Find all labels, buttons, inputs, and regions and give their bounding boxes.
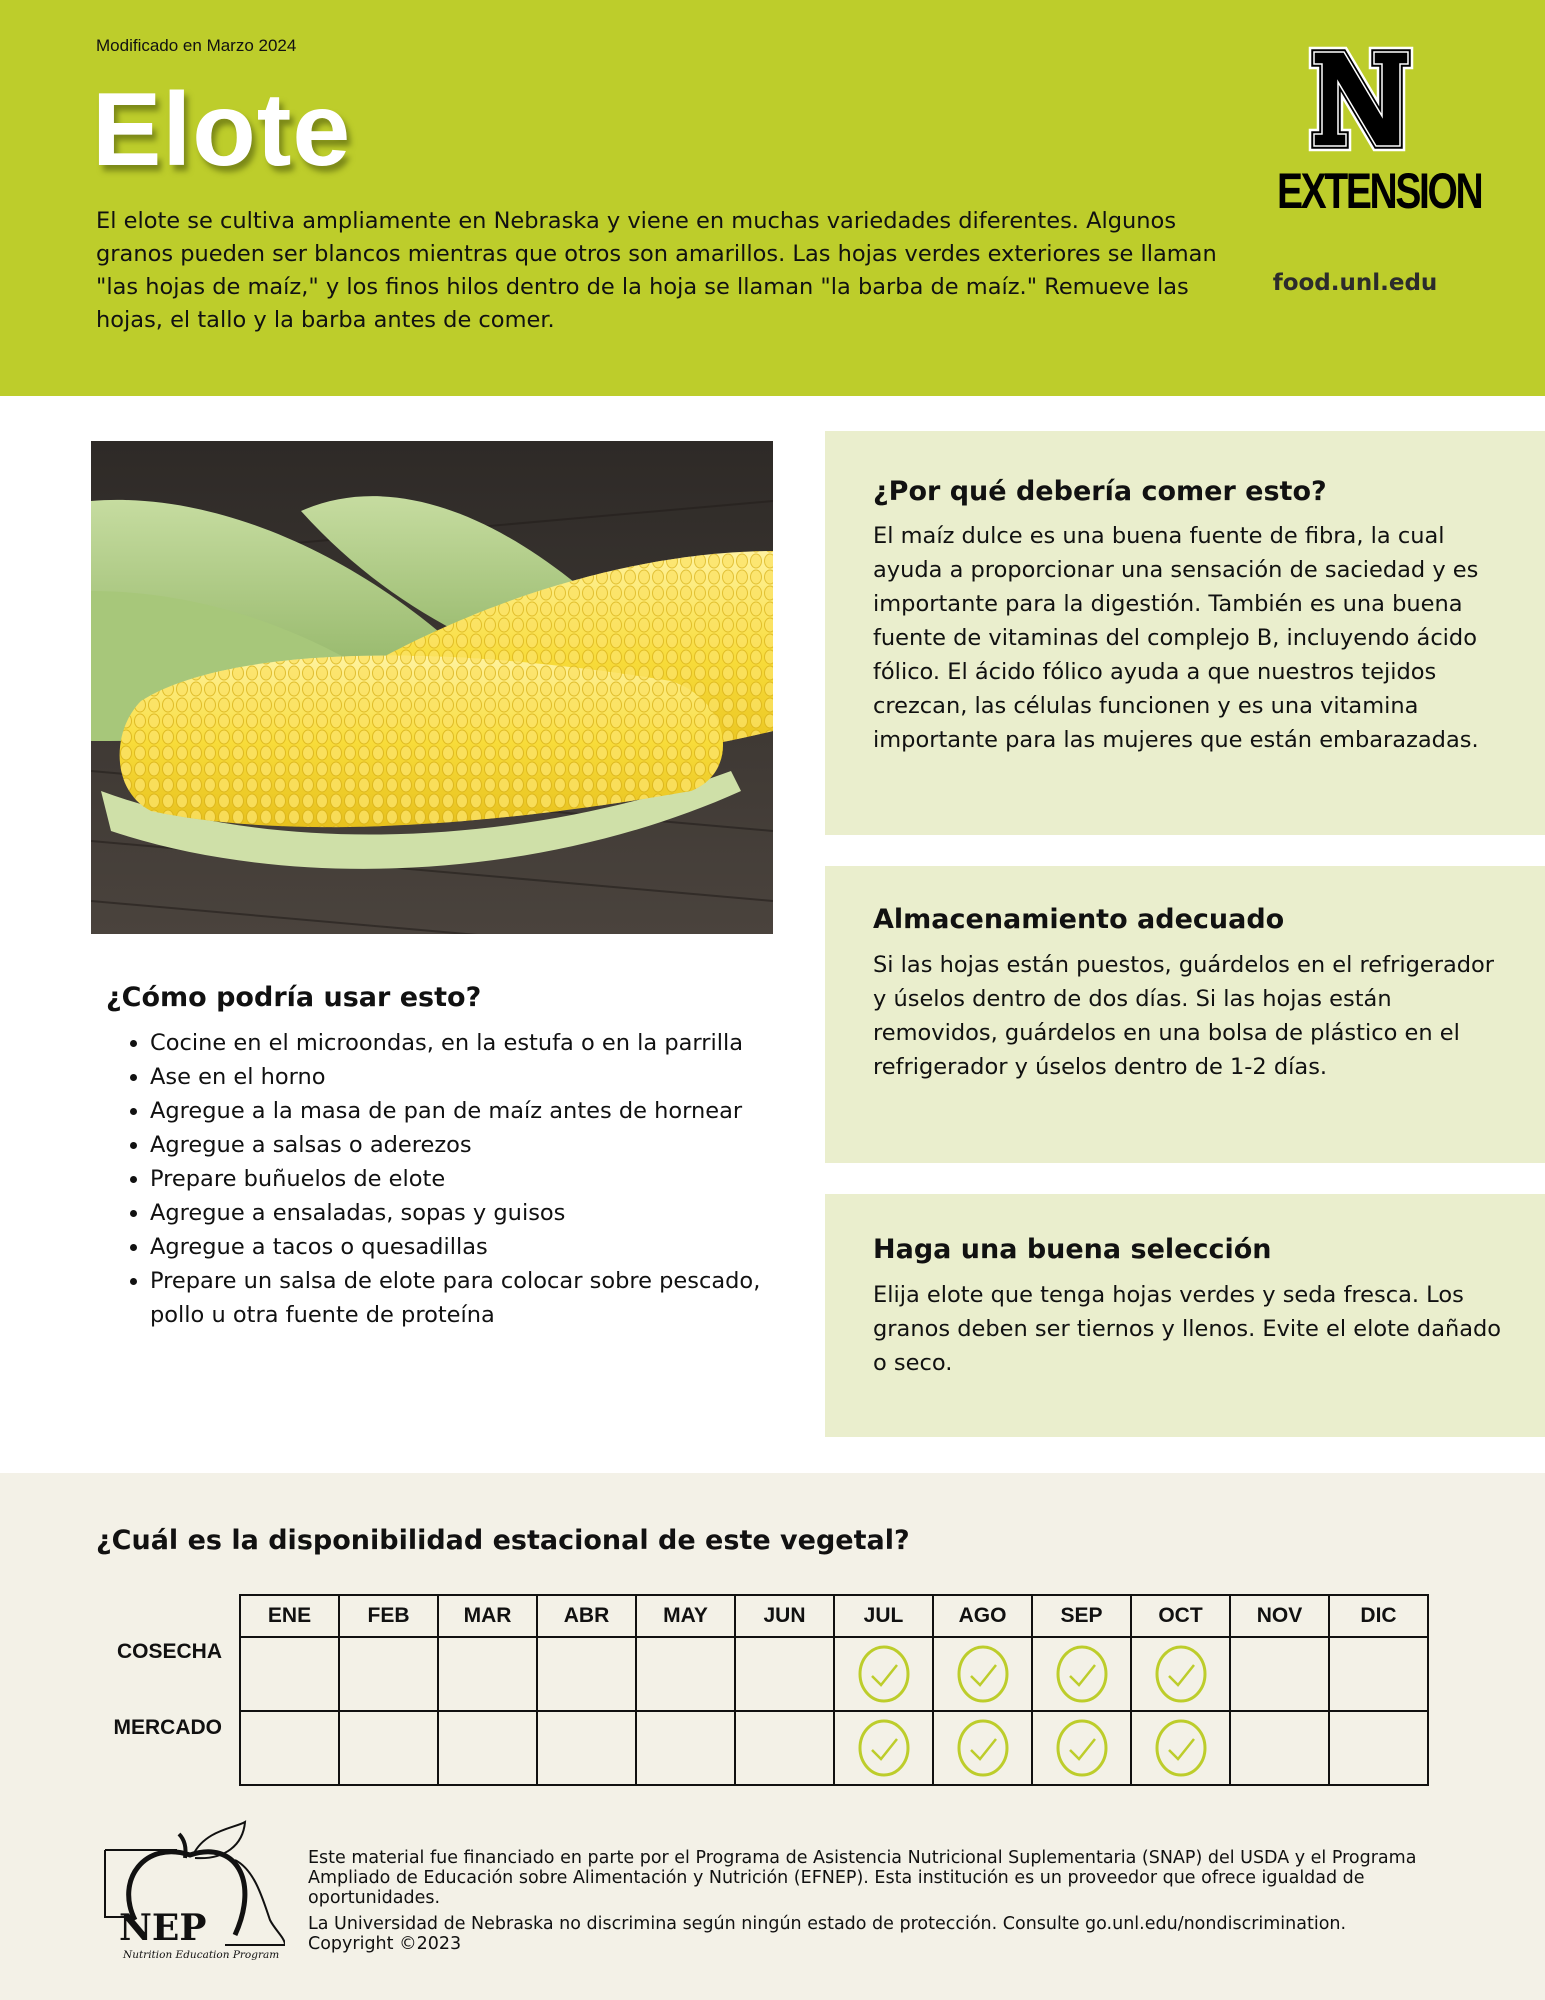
season-cell [1329, 1711, 1428, 1785]
season-cell [339, 1637, 438, 1711]
list-item: • Ase en el horno [150, 1060, 790, 1094]
season-cell [834, 1637, 933, 1711]
month-header-dic: DIC [1329, 1595, 1428, 1637]
check-circle-icon [954, 1719, 1012, 1777]
season-cell [1230, 1637, 1329, 1711]
month-header-sep: SEP [1032, 1595, 1131, 1637]
list-item: • Cocine en el microondas, en la estufa o en la parrilla [150, 1026, 790, 1060]
check-circle-icon [855, 1645, 913, 1703]
season-cell [1032, 1637, 1131, 1711]
nep-logo [95, 1820, 285, 1970]
season-cell [1131, 1637, 1230, 1711]
check-circle-icon [954, 1645, 1012, 1703]
funding-statement: Este material fue financiado en parte por el Programa de Asistencia Nutricional Suplementaria (SNAP) del USDA y el Programa Ampliado de Educación sobre Alimentación y Nutrición (EFNEP). Esta institución es un proveedor que ofrece igualdad de oportunidades. [308, 1848, 1417, 1908]
month-header-ene: ENE [240, 1595, 339, 1637]
card-selection [825, 1194, 1545, 1437]
card-body: El maíz dulce es una buena fuente de fibra, la cual ayuda a proporcionar una sensación de saciedad y es importante para la digestión. También es una buena fuente de vitaminas del complejo B, incluyendo ácido fólico. El ácido fólico ayuda a que nuestros tejidos crezcan, las células funcionen y es una vitamina importante para las mujeres que están embarazadas. [873, 523, 1479, 753]
intro-text: El elote se cultiva ampliamente en Nebraska y viene en muchas variedades diferentes. Algunos granos pueden ser blancos mientras que otros son amarillos. Las hojas verdes exteriores se llaman "las hojas de maíz," y los finos hilos dentro de la hoja se llaman "la barba de maíz." Remueve las hojas, el tallo y la barba antes de comer. [96, 208, 1217, 333]
month-header-oct: OCT [1131, 1595, 1230, 1637]
check-circle-icon [855, 1719, 913, 1777]
svg-text:Nutrition Education Program: Nutrition Education Program [123, 1949, 280, 1961]
nebraska-n-icon [1308, 46, 1414, 152]
season-cell [735, 1711, 834, 1785]
season-cell [933, 1637, 1032, 1711]
row-label-cosecha: COSECHA [116, 1640, 222, 1663]
list-item: • Agregue a la masa de pan de maíz antes de hornear [150, 1094, 790, 1128]
season-cell [834, 1711, 933, 1785]
nep-acronym: NEP [119, 1907, 207, 1949]
month-header-nov: NOV [1230, 1595, 1329, 1637]
month-header-row [240, 1595, 1428, 1637]
card-why-eat [825, 431, 1545, 835]
uses-list [106, 1026, 790, 1332]
season-cell [1032, 1711, 1131, 1785]
season-cell [636, 1637, 735, 1711]
season-row-cosecha [240, 1637, 1428, 1711]
season-cell [240, 1711, 339, 1785]
corn-photo [91, 441, 773, 934]
season-body [240, 1637, 1428, 1785]
list-item: • Agregue a ensaladas, sopas y guisos [150, 1196, 790, 1230]
month-header-feb: FEB [339, 1595, 438, 1637]
season-cell [1329, 1637, 1428, 1711]
nep-apple-icon [95, 1820, 285, 1970]
legal-text [308, 1848, 1418, 1960]
list-item: • Prepare un salsa de elote para colocar sobre pescado, pollo u otra fuente de proteína [150, 1264, 790, 1332]
month-header-jun: JUN [735, 1595, 834, 1637]
season-table [239, 1594, 1429, 1786]
season-cell [636, 1711, 735, 1785]
card-storage [825, 866, 1545, 1163]
month-header-jul: JUL [834, 1595, 933, 1637]
corn-image-icon [91, 441, 773, 934]
check-circle-icon [1053, 1645, 1111, 1703]
season-cell [537, 1711, 636, 1785]
row-label-mercado: MERCADO [113, 1716, 222, 1739]
month-header-mar: MAR [438, 1595, 537, 1637]
season-cell [1131, 1711, 1230, 1785]
season-cell [240, 1637, 339, 1711]
check-circle-icon [1152, 1645, 1210, 1703]
month-header-ago: AGO [933, 1595, 1032, 1637]
season-cell [735, 1637, 834, 1711]
season-row-mercado [240, 1711, 1428, 1785]
season-cell [537, 1637, 636, 1711]
month-header-may: MAY [636, 1595, 735, 1637]
card-title: Haga una buena selección [873, 1234, 1272, 1265]
season-cell [438, 1637, 537, 1711]
list-item: • Prepare buñuelos de elote [150, 1162, 790, 1196]
extension-wordmark: EXTENSION [1277, 163, 1482, 219]
list-item: • Agregue a tacos o quesadillas [150, 1230, 790, 1264]
check-circle-icon [1053, 1719, 1111, 1777]
season-cell [1230, 1711, 1329, 1785]
season-cell [438, 1711, 537, 1785]
nondiscrimination-statement: La Universidad de Nebraska no discrimina según ningún estado de protección. Consulte go.unl.edu/nondiscrimination. Copyright ©2023 [308, 1914, 1347, 1954]
card-body: Elija elote que tenga hojas verdes y seda fresca. Los granos deben ser tiernos y llenos. Evite el elote dañado o seco. [873, 1282, 1502, 1376]
header-banner [0, 0, 1545, 396]
card-body: Si las hojas están puestos, guárdelos en el refrigerador y úselos dentro de dos días. Si las hojas están removidos, guárdelos en una bolsa de plástico en el refrigerador y úselos dentro de 1-2 días. [873, 952, 1495, 1080]
page-title: Elote [92, 72, 352, 188]
season-title: ¿Cuál es la disponibilidad estacional de este vegetal? [96, 1525, 910, 1556]
modified-date: Modificado en Marzo 2024 [96, 36, 297, 55]
check-circle-icon [1152, 1719, 1210, 1777]
website-link[interactable]: food.unl.edu [1272, 270, 1438, 296]
month-header-abr: ABR [537, 1595, 636, 1637]
season-cell [933, 1711, 1032, 1785]
card-title: ¿Por qué debería comer esto? [873, 476, 1327, 507]
card-title: Almacenamiento adecuado [873, 904, 1285, 935]
season-cell [339, 1711, 438, 1785]
uses-title: ¿Cómo podría usar esto? [106, 982, 482, 1013]
list-item: • Agregue a salsas o aderezos [150, 1128, 790, 1162]
